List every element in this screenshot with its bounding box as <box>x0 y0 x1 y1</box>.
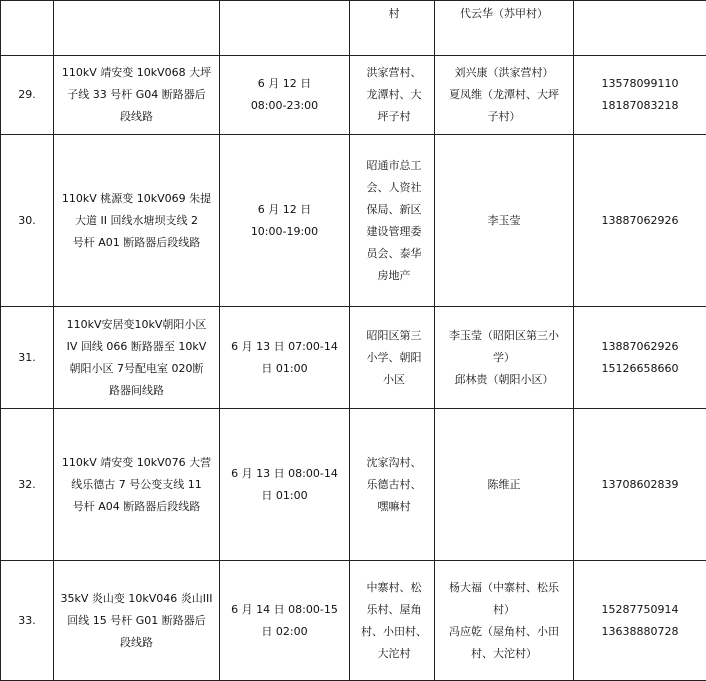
contact-text: 陈维正 <box>487 477 521 491</box>
area-text: 中寨村、松 乐村、屋角 村、小田村、 大沱村 <box>361 580 427 660</box>
area-text: 沈家沟村、 乐德古村、 嘿嘛村 <box>366 455 422 513</box>
contact-cell <box>435 409 574 561</box>
line-cell <box>54 409 220 561</box>
area-text: 昭阳区第三 小学、朝阳 小区 <box>366 328 422 386</box>
phone-text: 13887062926 <box>601 213 679 227</box>
row-number-cell <box>1 1 54 56</box>
contact-cell: 代云华（苏甲村） <box>435 1 574 56</box>
table-row <box>1 135 706 307</box>
table-row <box>1 307 706 409</box>
row-number-cell <box>1 135 54 307</box>
line-text: 110kV 靖安变 10kV068 大坪 子线 33 号杆 G04 断路器后 段线路 <box>61 66 212 123</box>
row-number-text: 30. <box>18 213 36 227</box>
phone-cell <box>574 56 706 135</box>
contact-text: 李玉莹 <box>487 213 521 227</box>
time-cell <box>220 561 350 681</box>
row-number-cell <box>1 307 54 409</box>
phone-cell <box>574 1 706 56</box>
row-number-text: 29. <box>18 88 36 101</box>
phone-cell <box>574 409 706 561</box>
time-cell <box>220 409 350 561</box>
row-number-text: 33. <box>18 613 36 627</box>
line-cell <box>54 561 220 681</box>
line-text: 110kV 靖安变 10kV076 大营 线乐德古 7 号公变支线 11 号杆 A04 断路器后段线路 <box>61 455 212 513</box>
time-text: 6 月 12 日 10:00-19:00 <box>250 202 319 238</box>
time-text: 6 月 14 日 08:00-15 日 02:00 <box>231 602 338 638</box>
phone-cell <box>574 561 706 681</box>
contact-cell <box>435 307 574 409</box>
phone-text: 13887062926 15126658660 <box>601 339 679 375</box>
contact-text: 杨大福（中寨村、松乐 村） 冯应乾（屋角村、小田 村、大沱村） <box>449 580 559 660</box>
contact-text: 李玉莹（昭阳区第三小 学） 邱林贵（朝阳小区） <box>449 328 559 386</box>
phone-cell <box>574 307 706 409</box>
area-text: 洪家营村、 龙潭村、大 坪子村 <box>366 66 422 123</box>
time-text: 6 月 13 日 08:00-14 日 01:00 <box>231 466 338 502</box>
contact-text: 刘兴康（洪家营村） 夏凤维（龙潭村、大坪 子村） <box>449 66 559 123</box>
line-cell <box>54 135 220 307</box>
area-cell <box>350 135 435 307</box>
table-row-partial <box>1 1 706 56</box>
area-cell <box>350 56 435 135</box>
row-number-cell <box>1 561 54 681</box>
line-cell <box>54 56 220 135</box>
area-cell <box>350 409 435 561</box>
contact-cell <box>435 561 574 681</box>
time-cell <box>220 135 350 307</box>
phone-text: 13578099110 18187083218 <box>601 77 679 112</box>
row-number-text: 31. <box>18 350 36 364</box>
line-text: 110kV安居变10kV朝阳小区 IV 回线 066 断路器至 10kV 朝阳小区 7号配电室 020断 路器间线路 <box>66 317 207 397</box>
time-cell <box>220 1 350 56</box>
contact-cell <box>435 135 574 307</box>
time-cell <box>220 307 350 409</box>
table-row <box>1 409 706 561</box>
table-row <box>1 561 706 681</box>
area-cell <box>350 561 435 681</box>
row-number-text: 32. <box>18 477 36 491</box>
phone-text: 15287750914 13638880728 <box>601 602 679 638</box>
area-cell <box>350 307 435 409</box>
table-row <box>1 56 706 135</box>
phone-text: 13708602839 <box>601 477 679 491</box>
line-text: 35kV 炎山变 10kV046 炎山III 回线 15 号杆 G01 断路器后 段线路 <box>60 591 213 649</box>
line-text: 110kV 桃源变 10kV069 朱提 大道 II 回线水塘坝支线 2 号杆 A01 断路器后段线路 <box>61 191 212 249</box>
row-number-cell <box>1 409 54 561</box>
row-number-cell <box>1 56 54 135</box>
area-text: 昭通市总工 会、人资社 保局、新区 建设管理委 员会、泰华 房地产 <box>366 158 422 282</box>
line-cell <box>54 1 220 56</box>
line-cell <box>54 307 220 409</box>
time-text: 6 月 13 日 07:00-14 日 01:00 <box>231 339 338 375</box>
area-cell: 村 <box>350 1 435 56</box>
contact-cell <box>435 56 574 135</box>
time-text: 6 月 12 日 08:00-23:00 <box>250 77 319 112</box>
phone-cell <box>574 135 706 307</box>
time-cell <box>220 56 350 135</box>
